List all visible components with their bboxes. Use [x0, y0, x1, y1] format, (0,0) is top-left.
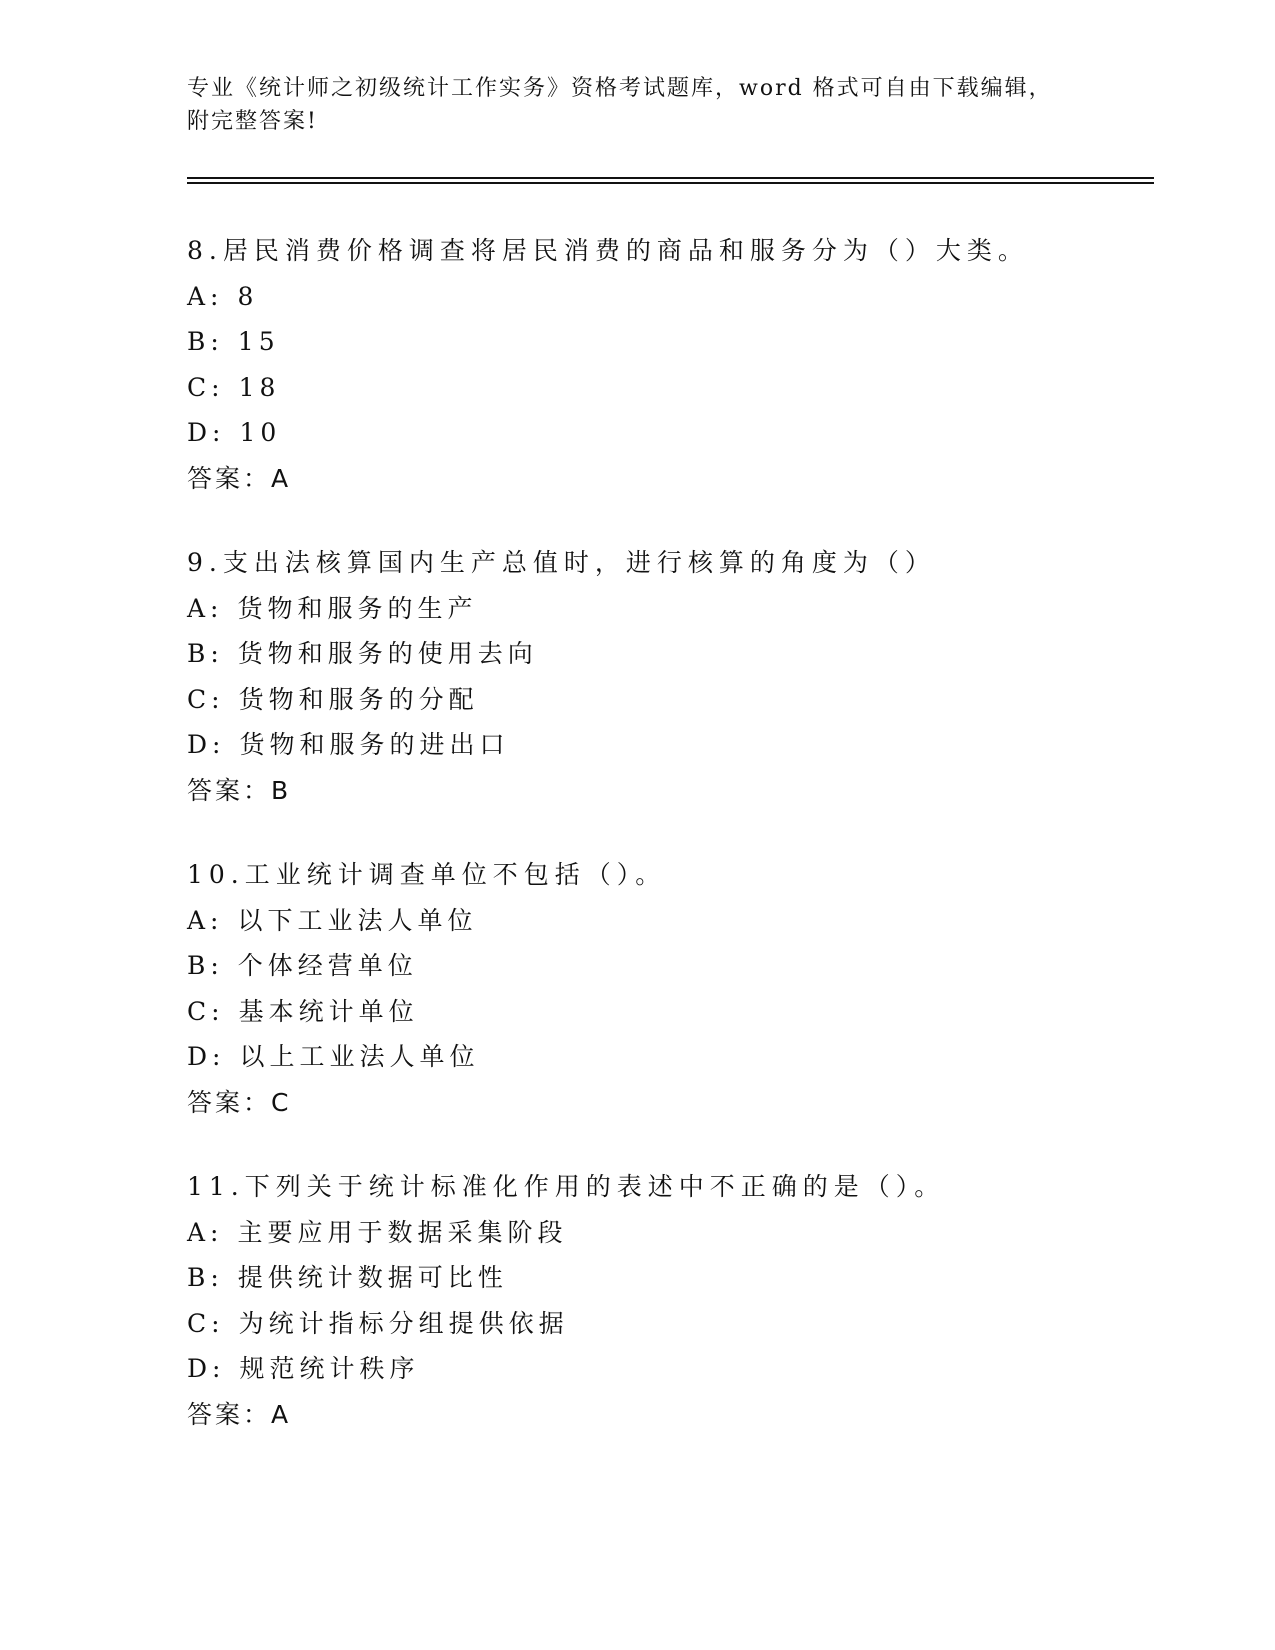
option-b — [187, 631, 1147, 677]
option-a — [187, 898, 1147, 944]
question-stem: 11.下列关于统计标准化作用的表述中不正确的是（）。 — [187, 1172, 946, 1201]
option-label: A: — [187, 281, 224, 311]
option-text: 以下工业法人单位 — [237, 905, 478, 935]
answer-line: 答案：B — [187, 775, 292, 805]
header-line-2: 附完整答案! — [187, 109, 318, 134]
option-label: A: — [187, 593, 224, 623]
option-label: D: — [187, 730, 226, 759]
document-header — [187, 72, 1087, 138]
question-list — [187, 228, 1147, 1476]
option-text: 货物和服务的分配 — [238, 684, 479, 714]
option-d — [187, 1034, 1147, 1080]
option-a — [187, 1210, 1147, 1256]
option-text: 以上工业法人单位 — [239, 1042, 480, 1071]
option-d — [187, 410, 1147, 456]
option-label: B: — [187, 327, 224, 356]
option-label: B: — [187, 1263, 224, 1292]
option-label: A: — [187, 905, 224, 935]
option-label: C: — [187, 1308, 225, 1338]
option-d — [187, 1346, 1147, 1392]
option-c — [187, 989, 1147, 1035]
answer-line: 答案：C — [187, 1087, 292, 1117]
option-text: 货物和服务的进出口 — [239, 730, 510, 759]
option-a — [187, 274, 1147, 320]
option-text: 货物和服务的生产 — [237, 593, 478, 623]
option-label: C: — [187, 372, 225, 402]
header-line-1: 专业《统计师之初级统计工作实务》资格考试题库，word 格式可自由下载编辑， — [187, 76, 1053, 101]
option-b — [187, 319, 1147, 365]
option-text: 为统计指标分组提供依据 — [238, 1308, 569, 1338]
answer-line: 答案：A — [187, 463, 292, 493]
question-stem: 10.工业统计调查单位不包括（）。 — [187, 860, 667, 889]
option-d — [187, 722, 1147, 768]
option-label: C: — [187, 684, 225, 714]
option-c — [187, 677, 1147, 723]
option-a — [187, 586, 1147, 632]
option-text: 15 — [237, 327, 280, 356]
question-10 — [187, 852, 1147, 1125]
answer-line: 答案：A — [187, 1399, 292, 1429]
option-b — [187, 1255, 1147, 1301]
option-c — [187, 1301, 1147, 1347]
question-11 — [187, 1164, 1147, 1437]
option-text: 8 — [237, 281, 259, 311]
option-c — [187, 365, 1147, 411]
header-divider-bottom — [187, 182, 1154, 184]
question-stem: 8.居民消费价格调查将居民消费的商品和服务分为（）大类。 — [187, 236, 1029, 265]
option-text: 提供统计数据可比性 — [237, 1263, 508, 1292]
option-text: 18 — [238, 372, 281, 402]
question-9 — [187, 540, 1147, 813]
option-text: 10 — [239, 418, 282, 447]
option-label: D: — [187, 1354, 226, 1383]
question-8 — [187, 228, 1147, 501]
option-text: 规范统计秩序 — [239, 1354, 420, 1383]
option-text: 主要应用于数据采集阶段 — [237, 1217, 568, 1247]
option-text: 基本统计单位 — [238, 996, 419, 1026]
option-text: 个体经营单位 — [237, 951, 418, 980]
header-divider-top — [187, 177, 1154, 179]
option-label: B: — [187, 639, 224, 668]
option-label: D: — [187, 1042, 226, 1071]
option-label: A: — [187, 1217, 224, 1247]
question-stem: 9.支出法核算国内生产总值时，进行核算的角度为（） — [187, 548, 936, 577]
option-label: C: — [187, 996, 225, 1026]
option-label: B: — [187, 951, 224, 980]
option-b — [187, 943, 1147, 989]
option-label: D: — [187, 418, 226, 447]
option-text: 货物和服务的使用去向 — [237, 639, 538, 668]
